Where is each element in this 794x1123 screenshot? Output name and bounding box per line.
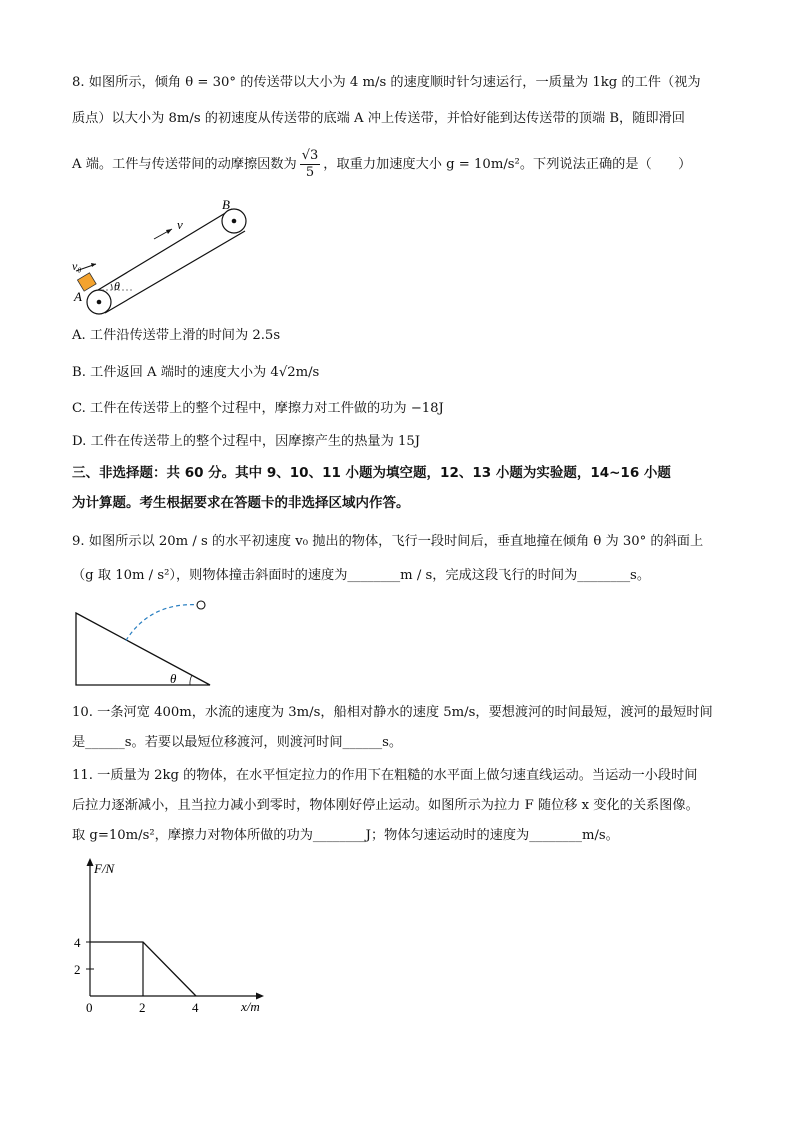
y-axis-arrow-icon bbox=[87, 858, 94, 866]
incline-projectile-figure bbox=[70, 595, 220, 690]
q8-line2: 质点）以大小为 8m/s 的初速度从传送带的底端 A 冲上传送带，并恰好能到达传送带的顶端 B，随即滑回 bbox=[72, 111, 685, 126]
q8-line1: 8. 如图所示，倾角 θ = 30° 的传送带以大小为 4 m/s 的速度顺时针匀速运行，一质量为 1kg 的工件（视为 bbox=[72, 75, 701, 90]
q8-line3-pre: A 端。工件与传送带间的动摩擦因数为 bbox=[72, 157, 297, 172]
trajectory-path bbox=[125, 605, 201, 642]
q8-option-b: B. 工件返回 A 端时的速度大小为 4√2m/s bbox=[72, 365, 320, 380]
pulley-B-axle bbox=[232, 219, 237, 224]
label-B: B bbox=[222, 197, 230, 212]
section3-heading-line2: 为计算题。考生根据要求在答题卡的非选择区域内作答。 bbox=[72, 495, 410, 511]
conveyor-belt-figure bbox=[62, 195, 292, 325]
label-theta: θ bbox=[114, 279, 120, 293]
projectile-ball-icon bbox=[197, 601, 205, 609]
v-arrowhead-icon bbox=[166, 229, 172, 234]
v0-arrowhead-icon bbox=[91, 263, 96, 267]
x-tick-label-4: 4 bbox=[192, 1000, 199, 1015]
q11-line1: 11. 一质量为 2kg 的物体，在水平恒定拉力的作用下在粗糙的水平面上做匀速直线运动。当运动一小段时间 bbox=[72, 768, 698, 783]
theta-arc-icon bbox=[111, 284, 112, 290]
section3-heading-line1: 三、非选择题：共 60 分。其中 9、10、11 小题为填空题，12、13 小题为实验题，14~16 小题 bbox=[72, 465, 671, 481]
q8-option-a: A. 工件沿传送带上滑的时间为 2.5s bbox=[72, 328, 281, 343]
q10-line2: 是______s。若要以最短位移渡河，则渡河时间______s。 bbox=[72, 735, 403, 750]
x-axis-label: x/m bbox=[241, 999, 260, 1014]
q8-option-c: C. 工件在传送带上的整个过程中，摩擦力对工件做的功为 −18J bbox=[72, 401, 444, 416]
q9-line1: 9. 如图所示以 20m / s 的水平初速度 v₀ 抛出的物体，飞行一段时间后，垂直地撞在倾角 θ 为 30° 的斜面上 bbox=[72, 534, 704, 549]
label-v: v bbox=[177, 217, 183, 232]
x-tick-label-0: 0 bbox=[86, 1000, 93, 1015]
mu-numerator: √3 bbox=[301, 148, 319, 163]
incline-label-theta: θ bbox=[170, 671, 177, 686]
q11-line3: 取 g=10m/s²，摩擦力对物体所做的功为________J；物体匀速运动时的速度为________m/s。 bbox=[72, 828, 619, 843]
x-tick-label-2: 2 bbox=[139, 1000, 146, 1015]
label-A: A bbox=[74, 289, 82, 304]
incline-triangle bbox=[76, 613, 210, 685]
y-tick-label-2: 2 bbox=[74, 962, 81, 977]
q8-line3 bbox=[72, 147, 691, 183]
y-tick-label-4: 4 bbox=[74, 935, 81, 950]
y-axis-label: F/N bbox=[94, 861, 115, 876]
force-displacement-chart bbox=[70, 852, 290, 1017]
q8-option-d: D. 工件在传送带上的整个过程中，因摩擦产生的热量为 15J bbox=[72, 434, 421, 449]
q10-line1: 10. 一条河宽 400m，水流的速度为 3m/s，船相对静水的速度 5m/s，要想渡河的时间最短，渡河的最短时间 bbox=[72, 705, 713, 720]
q9-line2: （g 取 10m / s²），则物体撞击斜面时的速度为________m / s，完成这段飞行的时间为________s。 bbox=[72, 568, 651, 583]
mu-denominator: 5 bbox=[305, 165, 315, 180]
mu-fraction bbox=[300, 148, 321, 181]
q11-line2: 后拉力逐渐减小，且当拉力减小到零时，物体刚好停止运动。如图所示为拉力 F 随位移 x 变化的关系图像。 bbox=[72, 798, 699, 813]
chart-marks bbox=[74, 935, 199, 1015]
pulley-A-axle bbox=[97, 300, 102, 305]
q8-line3-post: ，取重力加速度大小 g = 10m/s²。下列说法正确的是（ ） bbox=[323, 157, 692, 172]
label-v0: v₀ bbox=[72, 259, 82, 273]
